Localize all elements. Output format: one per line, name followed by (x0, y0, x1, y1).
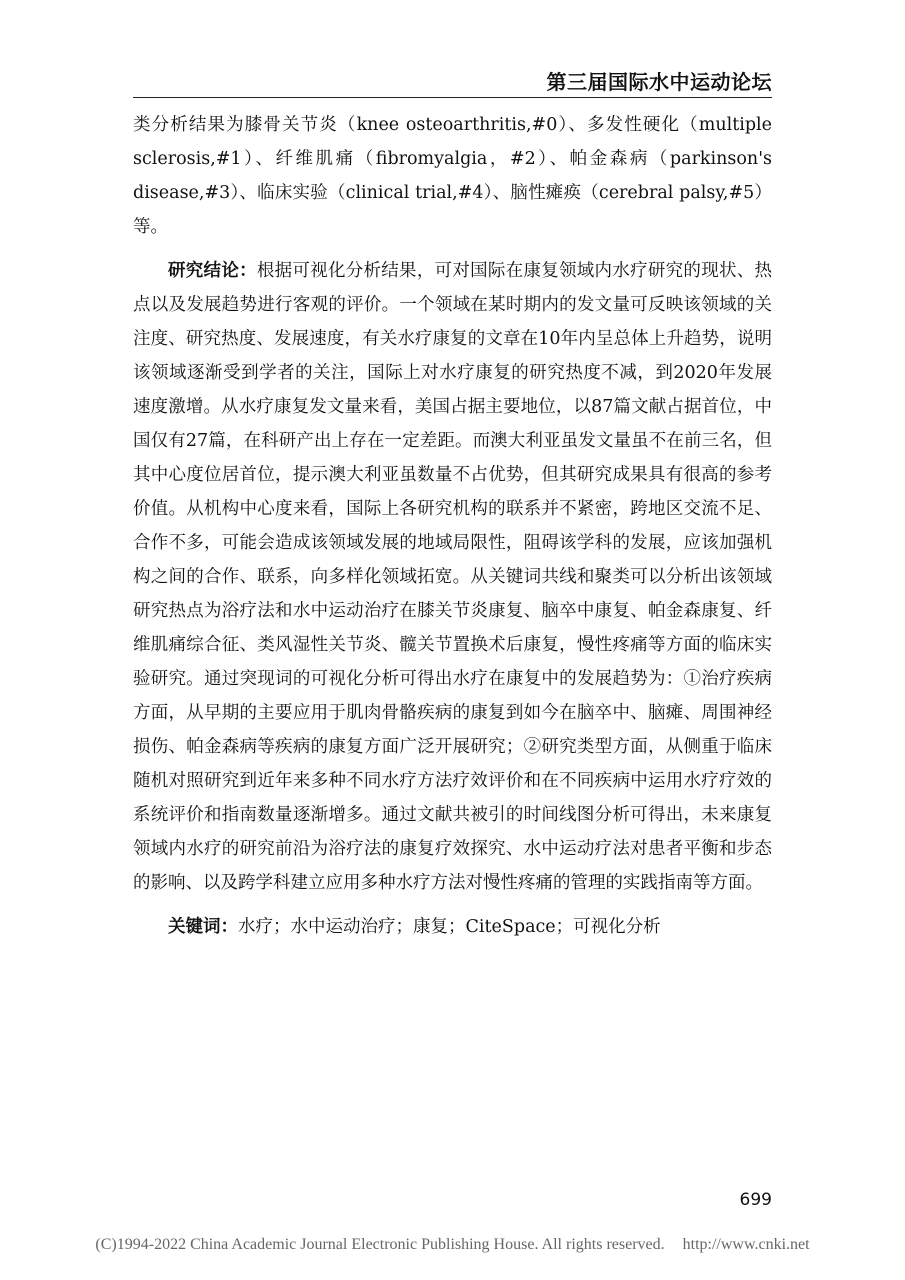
intro-paragraph: 类分析结果为膝骨关节炎（knee osteoarthritis,#0）、多发性硬化（multiple sclerosis,#1）、纤维肌痛（fibromyalgia，#2）、帕金森病（parkinson's disease,#3）、临床实验（clinical trial,#4）、脑性瘫痪（cerebral palsy,#5）等。 (133, 115, 772, 237)
footer-url[interactable]: http://www.cnki.net (682, 1236, 810, 1253)
conclusion-label: 研究结论： (168, 261, 257, 281)
conclusion-paragraph (133, 254, 772, 900)
keywords-text: 水疗；水中运动治疗；康复；CiteSpace；可视化分析 (238, 917, 661, 937)
page-number: 699 (739, 1190, 772, 1210)
header-divider (133, 97, 772, 98)
page-header (0, 0, 905, 120)
footer-copyright: (C)1994-2022 China Academic Journal Electronic Publishing House. All rights reserved. (95, 1236, 665, 1253)
header-title: 第三届国际水中运动论坛 (546, 70, 772, 94)
article-body (133, 108, 772, 954)
keywords-label: 关键词： (168, 917, 238, 937)
page-footer (0, 1236, 905, 1254)
conclusion-text: 根据可视化分析结果，可对国际在康复领域内水疗研究的现状、热点以及发展趋势进行客观的评价。一个领域在某时期内的发文量可反映该领域的关注度、研究热度、发展速度，有关水疗康复的文章在10年内呈总体上升趋势，说明该领域逐渐受到学者的关注，国际上对水疗康复的研究热度不减，到2020年发展速度激增。从水疗康复发文量来看，美国占据主要地位，以87篇文献占据首位，中国仅有27篇，在科研产出上存在一定差距。而澳大利亚虽发文量虽不在前三名，但其中心度位居首位，提示澳大利亚虽数量不占优势，但其研究成果具有很高的参考价值。从机构中心度来看，国际上各研究机构的联系并不紧密，跨地区交流不足、合作不多，可能会造成该领域发展的地域局限性，阻碍该学科的发展，应该加强机构之间的合作、联系，向多样化领域拓宽。从关键词共线和聚类可以分析出该领域研究热点为浴疗法和水中运动治疗在膝关节炎康复、脑卒中康复、帕金森康复、纤维肌痛综合征、类风湿性关节炎、髋关节置换术后康复，慢性疼痛等方面的临床实验研究。通过突现词的可视化分析可得出水疗在康复中的发展趋势为：①治疗疾病方面，从早期的主要应用于肌肉骨骼疾病的康复到如今在脑卒中、脑瘫、周围神经损伤、帕金森病等疾病的康复方面广泛开展研究；②研究类型方面，从侧重于临床随机对照研究到近年来多种不同水疗方法疗效评价和在不同疾病中运用水疗疗效的系统评价和指南数量逐渐增多。通过文献共被引的时间线图分析可得出，未来康复领域内水疗的研究前沿为浴疗法的康复疗效探究、水中运动疗法对患者平衡和步态的影响、以及跨学科建立应用多种水疗方法对慢性疼痛的管理的实践指南等方面。 (133, 261, 773, 893)
keywords-line (133, 910, 772, 944)
